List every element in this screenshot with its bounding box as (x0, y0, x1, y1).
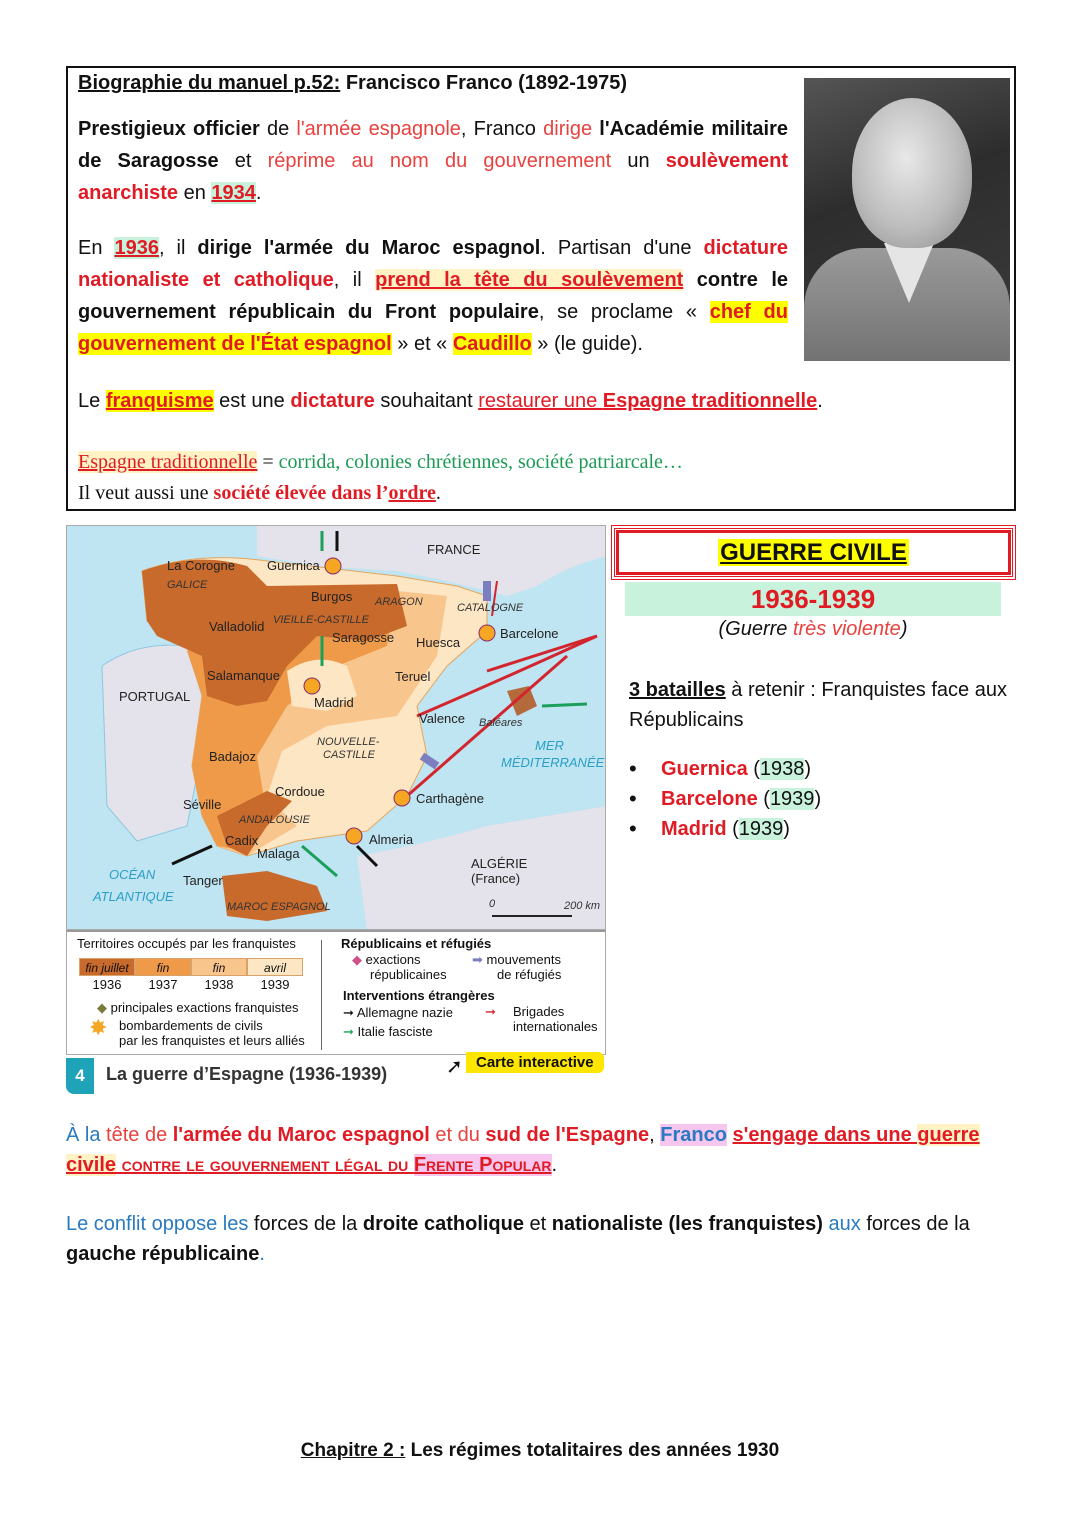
map-label: ALGÉRIE (471, 856, 528, 871)
battle-list (629, 754, 821, 844)
text-run: et du (429, 1124, 486, 1146)
green-arrow-icon: ➞ (343, 1024, 354, 1039)
legend-rep-exactions-1: exactions (365, 952, 421, 967)
legend-bombing-line2: par les franquistes et leurs alliés (119, 1033, 305, 1048)
text-run: . (255, 182, 262, 204)
chapter-title: Les régimes totalitaires des années 1930 (405, 1440, 780, 1461)
text-run: contre le gouvernement républicain du Front populaire (78, 269, 789, 323)
summary-paragraph-1 (66, 1120, 1016, 1180)
legend-foreign-title: Interventions étrangères (343, 988, 495, 1003)
map-label: Cordoue (275, 784, 325, 799)
bio-paragraph-4 (78, 446, 998, 478)
legend-bombing-line1: bombardements de civils (119, 1018, 263, 1033)
pink-diamond-icon: ◆ (352, 952, 362, 967)
text-run: . (435, 482, 441, 504)
map-label: GALICE (167, 579, 208, 591)
map-label: CASTILLE (323, 749, 375, 761)
legend-period: fin 1938 (191, 958, 247, 992)
battles-count: 3 batailles (629, 679, 726, 701)
legend-refugees-2: de réfugiés (497, 967, 562, 982)
text-run: l'armée du Maroc espagnol (172, 1124, 430, 1146)
text-run: sud de l'Espagne (485, 1124, 650, 1146)
legend-territories-title: Territoires occupés par les franquistes (77, 936, 296, 951)
legend-franquist-exactions (97, 1000, 299, 1016)
figure-number: 4 (66, 1058, 94, 1094)
battle-year: 1939 (769, 788, 815, 810)
map-caption (66, 1054, 606, 1094)
text-run: , il (158, 237, 198, 259)
text-run: chef du gouvernement de l'État espagnol (78, 301, 788, 355)
biography-source: Biographie du manuel p.52: (78, 72, 341, 94)
map-label: FRANCE (427, 542, 481, 557)
text-run: 1936 (114, 237, 159, 259)
map-label: Barcelone (500, 626, 559, 641)
legend-bombing (89, 1015, 305, 1048)
text-run: Le (78, 390, 106, 412)
interactive-map-button[interactable]: Carte interactive (466, 1052, 604, 1073)
text-run: Espagne traditionnelle (78, 451, 258, 473)
map-label: Tanger (183, 873, 223, 888)
map-label: NOUVELLE- (317, 736, 380, 748)
text-run: soulèvement anarchiste (78, 150, 789, 204)
legend-italy-label: Italie fasciste (357, 1024, 433, 1039)
battle-year: 1938 (759, 758, 805, 780)
map-label: Carthagène (416, 791, 484, 806)
subtitle-close: ) (900, 618, 908, 640)
map-label: OCÉAN (109, 867, 156, 882)
text-run: un (611, 150, 666, 172)
text-run: , se proclame « (538, 301, 710, 323)
map-label: PORTUGAL (119, 689, 191, 704)
explosion-icon: ✸ (89, 1015, 108, 1040)
map-label: (France) (471, 871, 521, 886)
text-run: forces de la (860, 1213, 970, 1235)
bio-paragraph-2 (78, 232, 788, 360)
text-run: dirige l'armée du Maroc espagnol (197, 237, 541, 259)
map-label: Burgos (311, 589, 353, 604)
text-run: . Partisan d'une (540, 237, 704, 259)
text-run: . (551, 1154, 558, 1176)
red-arrow-icon: ➞ (485, 1004, 496, 1019)
legend-rep-exactions-2: républicaines (370, 967, 447, 982)
text-run: Prestigieux officier (78, 118, 260, 140)
franco-portrait-image (804, 78, 1010, 361)
legend-italy (343, 1024, 433, 1040)
text-run: À la (66, 1124, 101, 1146)
text-run: Le conflit oppose les (66, 1213, 249, 1235)
text-run: , Franco (460, 118, 544, 140)
text-run: . (817, 390, 823, 412)
text-run: dirige (543, 118, 593, 140)
text-run: prend la tête du soulèvement (375, 269, 684, 291)
battles-intro-text: à retenir : Franquistes face aux Républicains (629, 679, 1007, 731)
text-run: de (259, 118, 297, 140)
text-run: franquisme (105, 390, 214, 412)
legend-republicans-title: Républicains et réfugiés (341, 936, 492, 951)
legend-germany (343, 1005, 453, 1021)
legend-brigades-2: internationales (513, 1019, 598, 1034)
text-run: aux (822, 1213, 861, 1235)
bio-paragraph-3 (78, 385, 998, 417)
spain-civil-war-map (66, 525, 606, 930)
biography-title (78, 72, 627, 95)
list-item: • Madrid (1939) (629, 814, 821, 844)
map-label: MER (535, 738, 564, 753)
biography-box (66, 66, 1016, 511)
text-run: Il veut aussi une (78, 482, 214, 504)
civil-war-title (615, 539, 1012, 567)
refugee-arrow-icon: ➡ (472, 952, 483, 967)
map-label: Almeria (369, 832, 414, 847)
biography-subject: Francisco Franco (1892-1975) (340, 72, 628, 94)
text-run: est une (213, 390, 291, 412)
map-label: 0 (489, 898, 496, 910)
chapter-footer (0, 1440, 1080, 1462)
legend-period: avril 1939 (247, 958, 303, 992)
text-run: tête de (100, 1124, 173, 1146)
map-label: Madrid (314, 695, 354, 710)
map-label: Guernica (267, 558, 320, 573)
text-run: corrida, colonies chrétiennes, société patriarcale… (278, 451, 683, 473)
legend-germany-label: Allemagne nazie (356, 1005, 453, 1020)
text-run: forces de la (248, 1213, 363, 1235)
legend-brigades-1: Brigades (513, 1004, 565, 1019)
text-run: 1934 (211, 182, 256, 204)
map-label: MAROC ESPAGNOL (227, 901, 331, 913)
map-label: 200 km (564, 900, 601, 912)
cursor-arrow-icon: ➚ (446, 1056, 463, 1078)
text-run: en (178, 182, 212, 204)
map-label: Séville (183, 797, 222, 812)
text-run: . (259, 1243, 265, 1265)
bio-paragraph-1 (78, 113, 788, 209)
battle-name: Guernica (661, 758, 748, 780)
map-label: Cadix (225, 833, 259, 848)
map-label: Salamanque (207, 668, 280, 683)
text-run: société élevée dans l’ (213, 482, 389, 504)
text-run: dictature (290, 390, 375, 412)
text-run: Caudillo (452, 333, 532, 355)
civil-war-subtitle (625, 618, 1001, 641)
text-run: l'Académie militaire de Saragosse (78, 118, 789, 172)
text-run: » (le guide). (531, 333, 643, 355)
battle-name: Madrid (661, 818, 727, 840)
list-item: • Guernica (1938) (629, 754, 821, 784)
map-label: Huesca (416, 635, 461, 650)
list-item: • Barcelone (1939) (629, 784, 821, 814)
map-label: Teruel (395, 669, 431, 684)
map-label: La Corogne (167, 558, 235, 573)
map-label: Saragosse (332, 630, 395, 645)
bio-paragraph-5 (78, 477, 998, 509)
text-run: contre le gouvernement légal du (116, 1154, 414, 1176)
legend-periods (79, 958, 303, 992)
map-label: Valladolid (209, 619, 265, 634)
map-label: ANDALOUSIE (239, 814, 310, 826)
legend-exactions-label: principales exactions franquistes (110, 1000, 299, 1015)
text-run: guerre civile (66, 1124, 980, 1176)
map-label: Badajoz (209, 749, 256, 764)
text-run: Frente Popular (413, 1154, 552, 1176)
map-label: CATALOGNE (457, 602, 524, 614)
chapter-number: Chapitre 2 : (300, 1440, 406, 1461)
figure-caption: La guerre d’Espagne (1936-1939) (106, 1064, 388, 1084)
text-run: souhaitant (374, 390, 479, 412)
text-run: gauche républicaine (66, 1243, 260, 1265)
map-legend (66, 930, 606, 1055)
text-run: s'engage dans une (732, 1124, 918, 1146)
map-label: Malaga (257, 846, 300, 861)
subtitle-open: (Guerre (718, 618, 793, 640)
text-run: , (649, 1124, 661, 1146)
olive-diamond-icon: ◆ (97, 1000, 107, 1015)
text-run: Franco (660, 1124, 727, 1146)
legend-republican-exactions (352, 952, 447, 982)
map-label: ATLANTIQUE (93, 889, 174, 904)
battle-name: Barcelone (661, 788, 758, 810)
text-run: dictature nationaliste et catholique (78, 237, 788, 291)
civil-war-dates: 1936-1939 (625, 582, 1001, 616)
map-label: MÉDITERRANÉE (501, 755, 605, 770)
map-label: VIEILLE-CASTILLE (273, 614, 369, 626)
text-run: et (523, 1213, 552, 1235)
text-run: et (218, 150, 268, 172)
map-label: Valence (419, 711, 466, 726)
map-label: ARAGON (375, 596, 423, 608)
black-arrow-icon: ➞ (343, 1005, 354, 1020)
summary-paragraph-2 (66, 1209, 1016, 1269)
text-run: l'armée espagnole (296, 118, 461, 140)
text-run: En (78, 237, 115, 259)
legend-period: fin 1937 (135, 958, 191, 992)
text-run: nationaliste (les franquistes) (551, 1213, 823, 1235)
civil-war-title-text: GUERRE CIVILE (720, 539, 907, 566)
legend-refugees (472, 952, 561, 982)
battles-intro (629, 675, 1009, 735)
legend-period: fin juillet 1936 (79, 958, 135, 992)
text-run: restaurer une (478, 390, 603, 412)
map-label: Baléares (479, 717, 523, 729)
text-run: Espagne traditionnelle (602, 390, 818, 412)
text-run: » et « (391, 333, 453, 355)
battle-year: 1939 (738, 818, 784, 840)
text-run (683, 269, 696, 291)
text-run: ordre (388, 482, 436, 504)
text-run: = (257, 451, 279, 473)
subtitle-emphasis: très violente (792, 618, 901, 640)
text-run: réprime au nom du gouvernement (267, 150, 612, 172)
legend-brigades (485, 1004, 598, 1034)
text-run: droite catholique (362, 1213, 524, 1235)
legend-refugees-1: mouvements (486, 952, 561, 967)
civil-war-heading-box (611, 525, 1016, 580)
text-run: , il (333, 269, 376, 291)
